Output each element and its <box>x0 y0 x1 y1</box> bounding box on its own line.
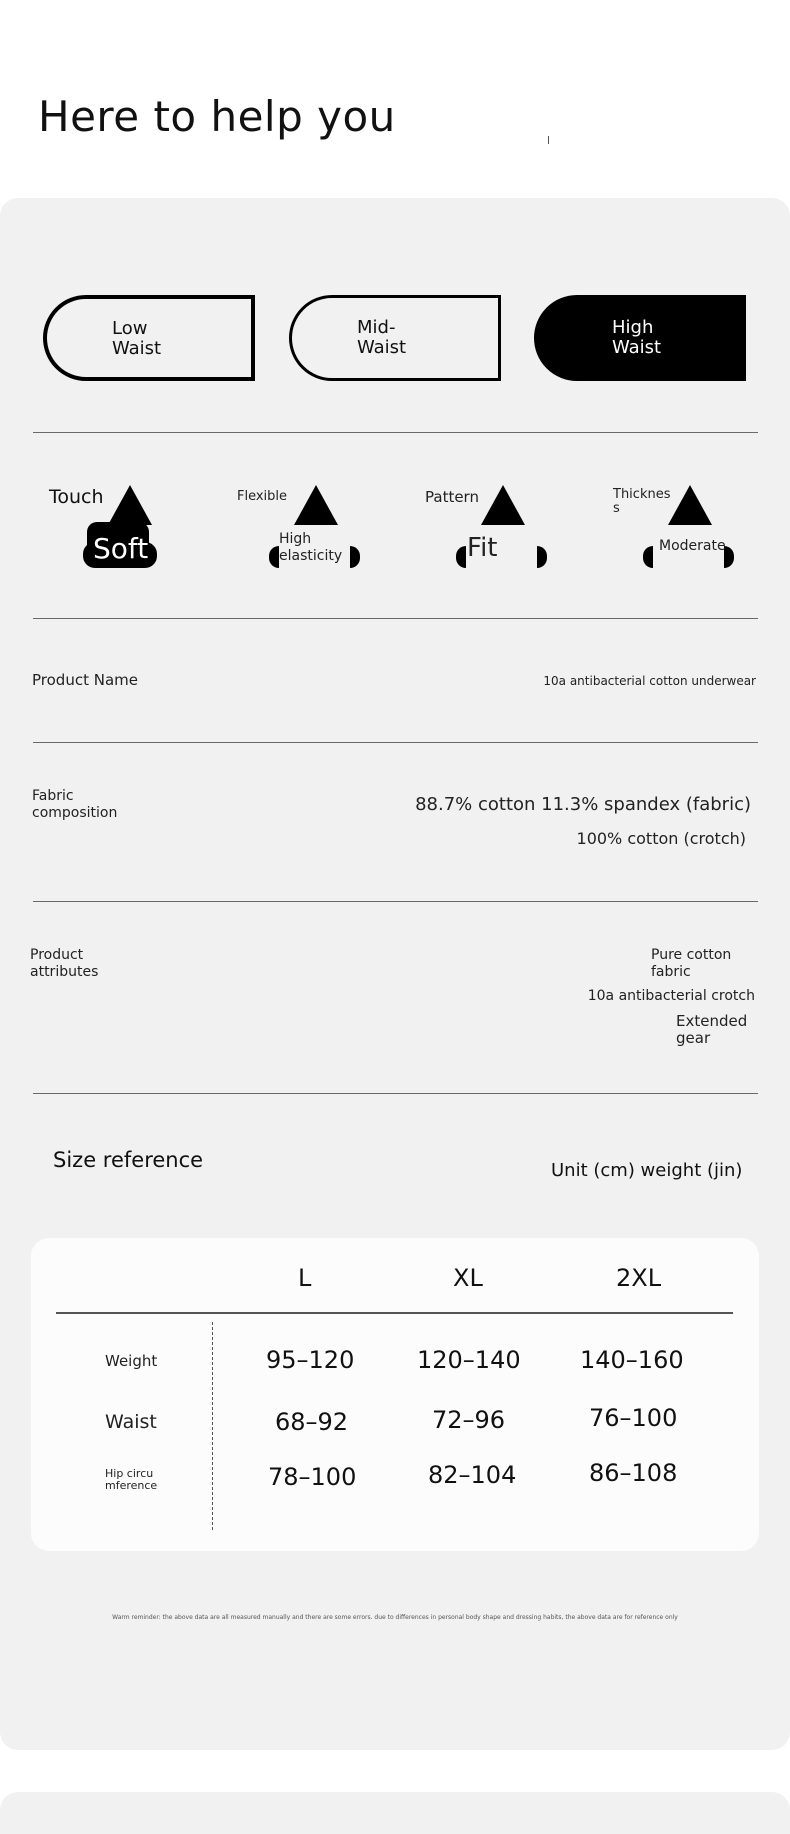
warm-reminder-note: Warm reminder: the above data are all measured manually and there are some errors. due to differences in personal body shape and dressing habits, the above data are for reference only <box>112 1614 678 1621</box>
spec-value-fabric-main: 88.7% cotton 11.3% spandex (fabric) <box>415 794 751 815</box>
page-title: Here to help you <box>38 92 396 141</box>
waist-option-high[interactable] <box>534 295 746 381</box>
size-unit-note: Unit (cm) weight (jin) <box>551 1160 743 1181</box>
feature-label: Flexible <box>237 489 288 504</box>
feature-value: Soft <box>93 532 149 565</box>
indicator-triangle-icon <box>668 485 712 525</box>
divider <box>33 901 758 902</box>
waist-option-label: Low Waist <box>112 318 162 359</box>
indicator-base-right <box>350 546 360 568</box>
size-column-header: L <box>298 1264 312 1292</box>
size-cell: 68–92 <box>275 1408 349 1436</box>
feature-label: Thicknes s <box>613 487 671 516</box>
size-reference-title: Size reference <box>53 1148 204 1172</box>
next-panel <box>0 1792 790 1834</box>
indicator-base-left <box>269 546 279 568</box>
size-cell: 86–108 <box>589 1459 678 1487</box>
feature-touch <box>49 478 229 578</box>
spec-label-product-name: Product Name <box>32 671 138 689</box>
feature-flexible <box>237 478 417 578</box>
indicator-triangle-icon <box>108 485 152 525</box>
feature-value: High elasticity <box>279 531 343 564</box>
size-cell: 120–140 <box>417 1346 521 1374</box>
feature-label: Touch <box>49 486 104 508</box>
size-cell: 78–100 <box>268 1463 357 1491</box>
divider <box>33 742 758 743</box>
divider <box>33 618 758 619</box>
size-cell: 76–100 <box>589 1404 678 1432</box>
waist-option-label: Mid- Waist <box>357 317 407 358</box>
divider <box>33 1093 758 1094</box>
indicator-base-left <box>643 546 653 568</box>
divider-tick <box>548 136 549 144</box>
attribute-item: Extended gear <box>676 1012 748 1047</box>
size-cell: 140–160 <box>580 1346 684 1374</box>
indicator-base-left <box>456 546 466 568</box>
spec-value-product-name: 10a antibacterial cotton underwear <box>543 674 756 688</box>
attribute-item: Pure cotton fabric <box>651 947 732 980</box>
table-dashed-divider <box>212 1322 213 1530</box>
waist-option-mid[interactable] <box>289 295 501 381</box>
spec-label-fabric: Fabric composition <box>32 788 118 821</box>
size-row-label: Waist <box>105 1411 157 1433</box>
waist-option-low[interactable] <box>43 295 255 381</box>
size-row-label: Hip circu mference <box>105 1467 158 1492</box>
feature-value: Fit <box>467 533 498 563</box>
feature-value: Moderate <box>659 538 726 554</box>
size-row-label: Weight <box>105 1352 158 1370</box>
feature-thickness <box>613 478 790 578</box>
spec-label-attributes: Product attributes <box>30 947 99 980</box>
table-header-divider <box>56 1312 733 1314</box>
size-cell: 72–96 <box>432 1406 506 1434</box>
attribute-item: 10a antibacterial crotch <box>587 988 755 1004</box>
size-column-header: XL <box>453 1264 483 1292</box>
divider <box>33 432 758 433</box>
feature-pattern <box>425 478 605 578</box>
feature-label: Pattern <box>425 488 479 506</box>
spec-value-fabric-crotch: 100% cotton (crotch) <box>576 829 746 848</box>
indicator-triangle-icon <box>481 485 525 525</box>
indicator-base-right <box>537 546 547 568</box>
size-column-header: 2XL <box>616 1264 662 1292</box>
size-cell: 95–120 <box>266 1346 355 1374</box>
indicator-triangle-icon <box>294 485 338 525</box>
waist-option-label: High Waist <box>612 317 662 358</box>
size-cell: 82–104 <box>428 1461 517 1489</box>
